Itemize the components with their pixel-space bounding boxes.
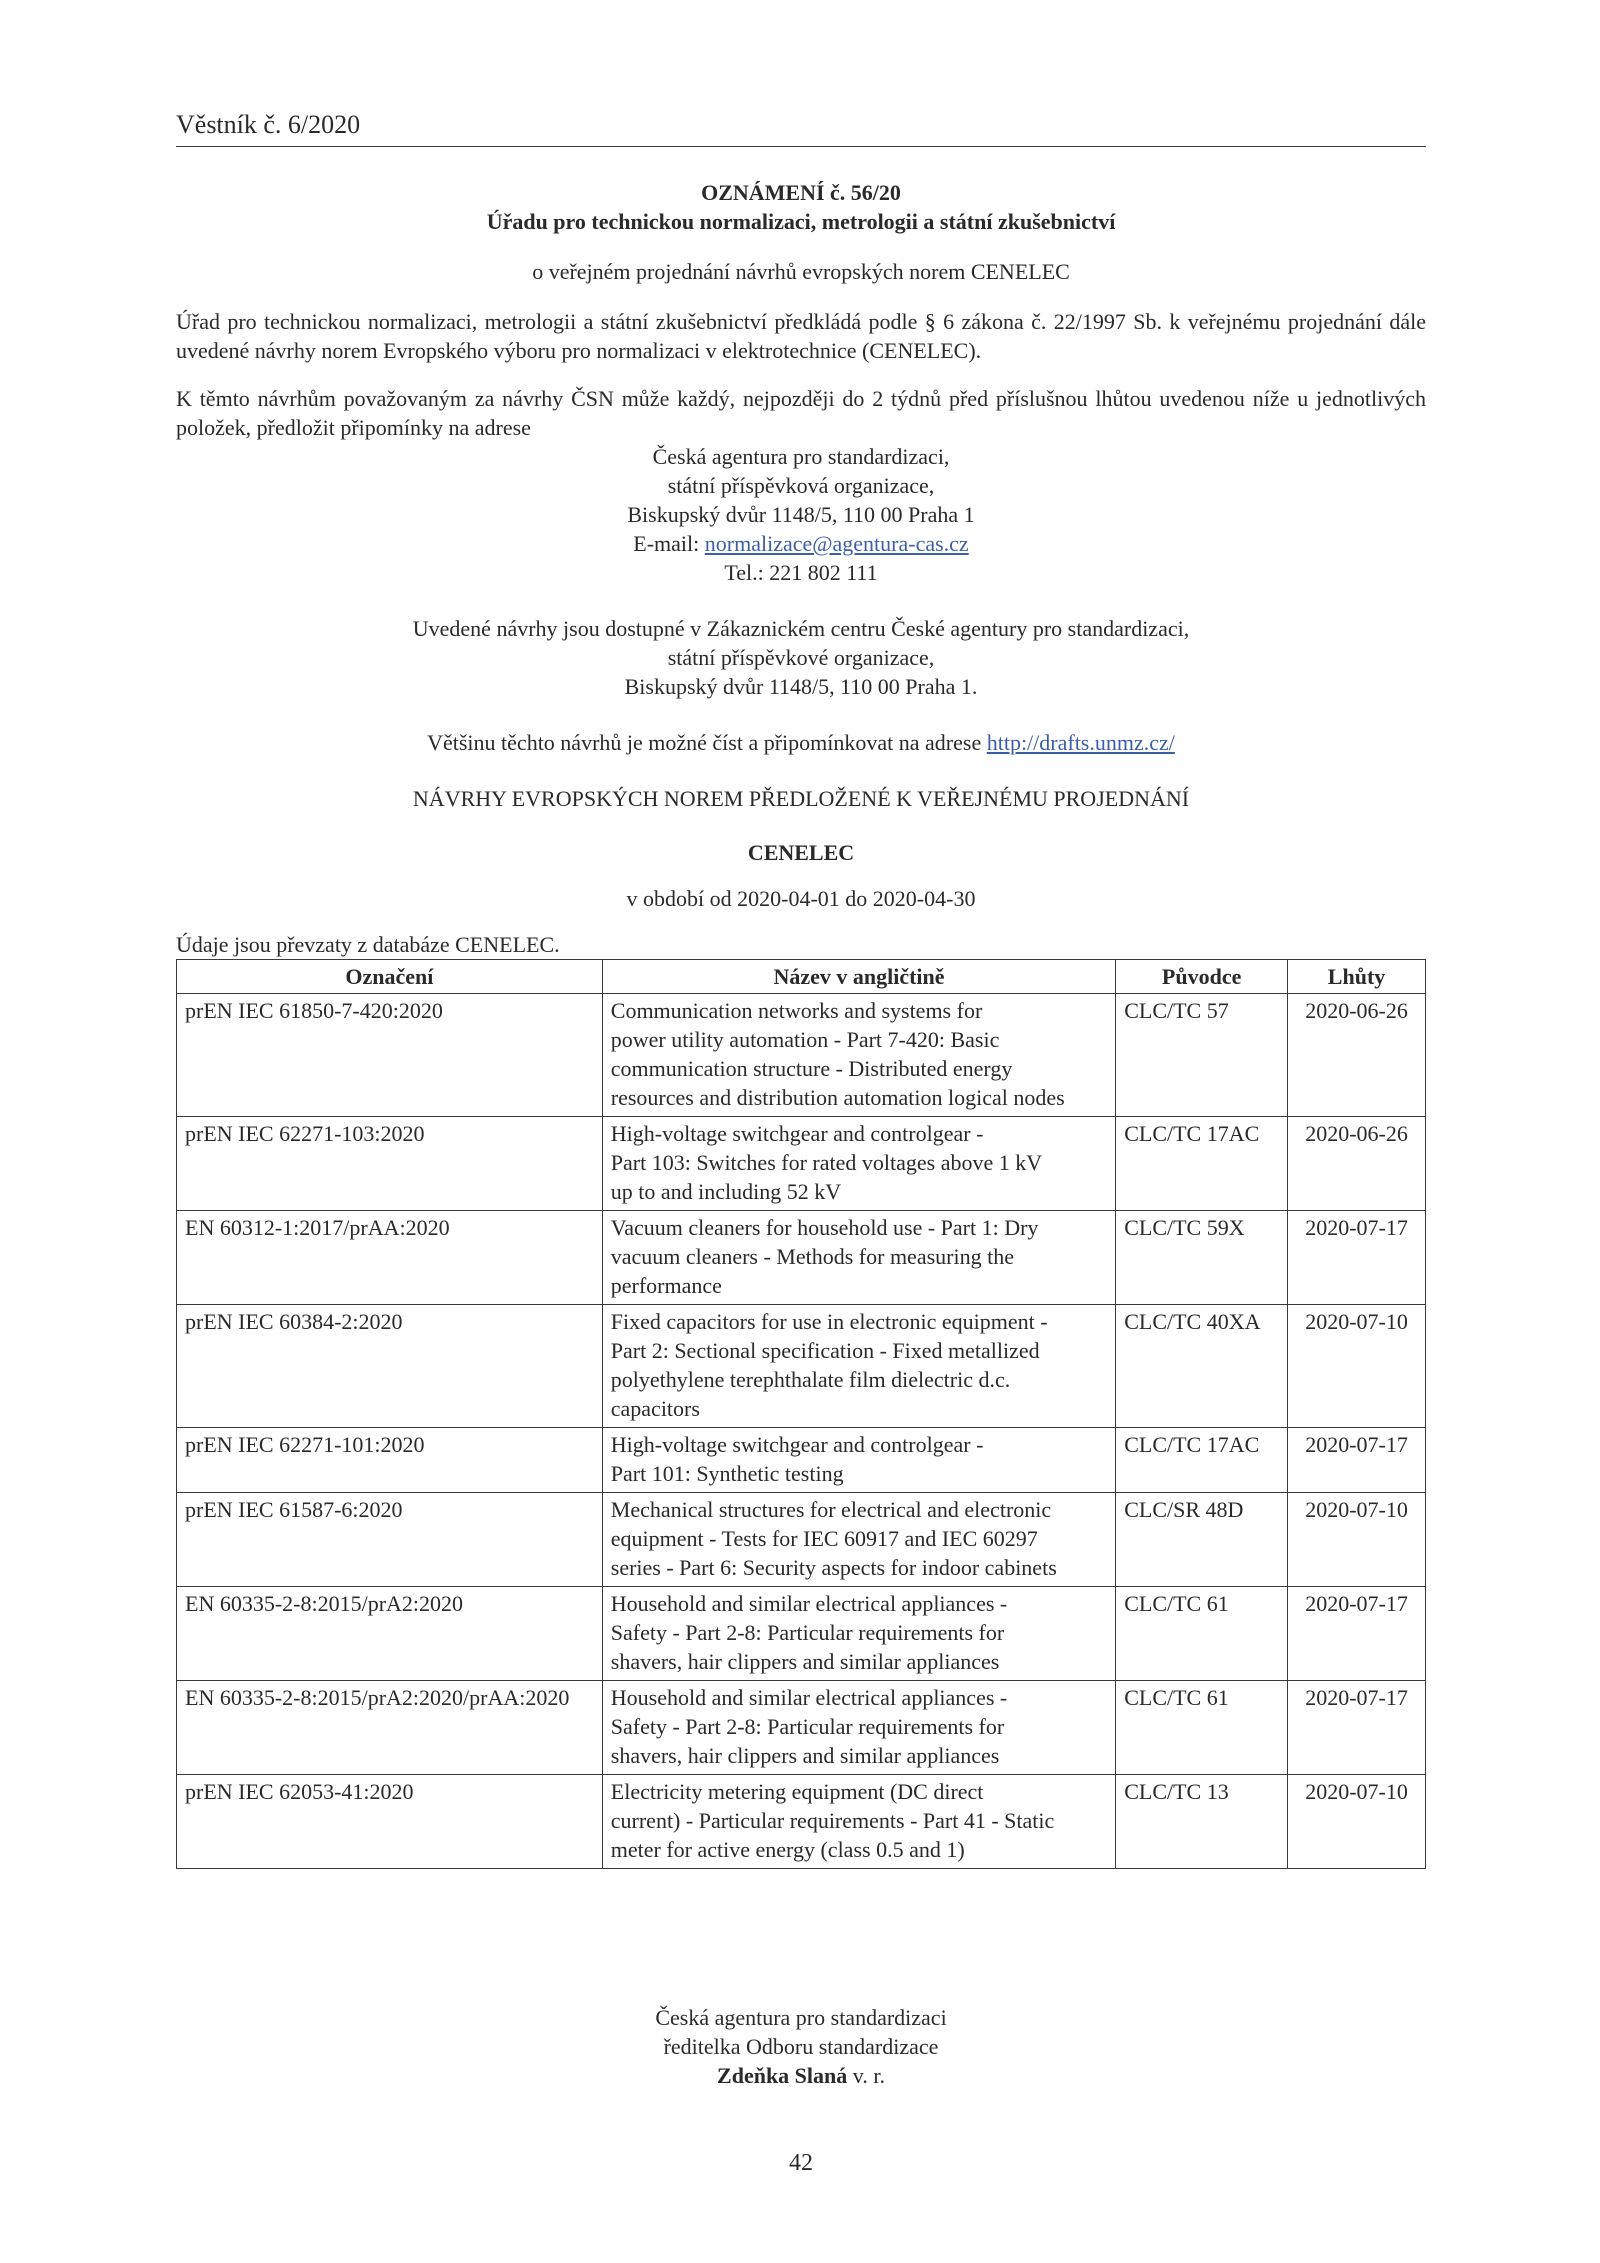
notice-body xyxy=(176,178,1426,1869)
english-title-cell xyxy=(602,1305,1115,1428)
title-line: shavers, hair clippers and similar appliances xyxy=(610,1743,1000,1768)
availability-block xyxy=(176,614,1426,701)
notice-subject: o veřejném projednání návrhů evropských norem CENELEC xyxy=(532,259,1070,284)
originator-cell: CLC/TC 17AC xyxy=(1116,1428,1288,1493)
availability-line: Uvedené návrhy jsou dostupné v Zákaznickém centru České agentury pro standardizaci, xyxy=(412,616,1190,641)
designation-cell: prEN IEC 62271-103:2020 xyxy=(177,1117,603,1211)
address-line: Česká agentura pro standardizaci, xyxy=(652,444,950,469)
english-title-cell xyxy=(602,1587,1115,1681)
intro-paragraph: Úřad pro technickou normalizaci, metrologii a státní zkušebnictví předkládá podle § 6 zákona č. 22/1997 Sb. k veřejnému projednání dále uvedené návrhy norem Evropského výboru pro normalizaci v elektrotechnice (CENELEC). xyxy=(176,309,1426,363)
deadline-cell: 2020-07-10 xyxy=(1288,1305,1426,1428)
title-line: communication structure - Distributed energy xyxy=(610,1056,1013,1081)
title-line: series - Part 6: Security aspects for indoor cabinets xyxy=(610,1555,1057,1580)
title-line: Mechanical structures for electrical and electronic xyxy=(610,1497,1052,1522)
table-row xyxy=(177,1211,1426,1305)
title-line: Electricity metering equipment (DC direct xyxy=(610,1779,984,1804)
drafts-link[interactable]: http://drafts.unmz.cz/ xyxy=(986,730,1175,755)
designation-cell: prEN IEC 62053-41:2020 xyxy=(177,1775,603,1869)
designation-cell: EN 60335-2-8:2015/prA2:2020/prAA:2020 xyxy=(177,1681,603,1775)
title-line: Communication networks and systems for xyxy=(610,998,983,1023)
title-line: Household and similar electrical appliances - xyxy=(610,1685,1008,1710)
english-title-cell xyxy=(602,1681,1115,1775)
designation-cell: prEN IEC 61587-6:2020 xyxy=(177,1493,603,1587)
deadline-cell: 2020-07-17 xyxy=(1288,1587,1426,1681)
table-row xyxy=(177,1428,1426,1493)
deadline-cell: 2020-07-17 xyxy=(1288,1211,1426,1305)
deadline-cell: 2020-07-17 xyxy=(1288,1428,1426,1493)
column-header: Původce xyxy=(1116,960,1288,994)
title-line: Vacuum cleaners for household use - Part 1: Dry xyxy=(610,1215,1039,1240)
address-block xyxy=(176,442,1426,587)
deadline-cell: 2020-06-26 xyxy=(1288,994,1426,1117)
column-header: Název v angličtině xyxy=(602,960,1115,994)
designation-cell: prEN IEC 62271-101:2020 xyxy=(177,1428,603,1493)
english-title-cell xyxy=(602,994,1115,1117)
notice-issuer: Úřadu pro technickou normalizaci, metrologii a státní zkušebnictví xyxy=(486,209,1116,234)
title-line: shavers, hair clippers and similar appliances xyxy=(610,1649,1000,1674)
signature-org: Česká agentura pro standardizaci xyxy=(655,2005,947,2030)
title-line: High-voltage switchgear and controlgear - xyxy=(610,1432,984,1457)
table-row xyxy=(177,1117,1426,1211)
title-line: power utility automation - Part 7-420: Basic xyxy=(610,1027,1000,1052)
originator-cell: CLC/TC 57 xyxy=(1116,994,1288,1117)
originator-cell: CLC/TC 61 xyxy=(1116,1587,1288,1681)
title-line: vacuum cleaners - Methods for measuring the xyxy=(610,1244,1014,1269)
english-title-cell xyxy=(602,1211,1115,1305)
title-line: performance xyxy=(610,1273,722,1298)
deadline-cell: 2020-07-10 xyxy=(1288,1493,1426,1587)
signature-line xyxy=(176,2061,1426,2090)
table-header-row xyxy=(177,960,1426,994)
signature-role: ředitelka Odboru standardizace xyxy=(663,2034,939,2059)
originator-cell: CLC/TC 61 xyxy=(1116,1681,1288,1775)
comments-paragraph: K těmto návrhům považovaným za návrhy ČSN může každý, nejpozději do 2 týdnů před příslušnou lhůtou uvedenou níže u jednotlivých položek, předložit připomínky na adrese xyxy=(176,386,1426,440)
title-line: Safety - Part 2-8: Particular requirements for xyxy=(610,1620,1005,1645)
designation-cell: EN 60335-2-8:2015/prA2:2020 xyxy=(177,1587,603,1681)
english-title-cell xyxy=(602,1493,1115,1587)
title-line: Part 103: Switches for rated voltages above 1 kV xyxy=(610,1150,1043,1175)
source-note: Údaje jsou převzaty z databáze CENELEC. xyxy=(176,932,560,957)
table-row xyxy=(177,994,1426,1117)
section-heading: NÁVRHY EVROPSKÝCH NOREM PŘEDLOŽENÉ K VEŘEJNÉMU PROJEDNÁNÍ xyxy=(412,786,1190,811)
deadline-cell: 2020-06-26 xyxy=(1288,1117,1426,1211)
address-line: Biskupský dvůr 1148/5, 110 00 Praha 1 xyxy=(627,502,975,527)
table-row xyxy=(177,1305,1426,1428)
address-line: státní příspěvková organizace, xyxy=(667,473,935,498)
originator-cell: CLC/SR 48D xyxy=(1116,1493,1288,1587)
norms-table xyxy=(176,959,1426,1869)
designation-cell: prEN IEC 60384-2:2020 xyxy=(177,1305,603,1428)
norms-table-body xyxy=(177,994,1426,1869)
availability-line: státní příspěvkové organizace, xyxy=(667,645,935,670)
title-line: Fixed capacitors for use in electronic equipment - xyxy=(610,1309,1048,1334)
email-line xyxy=(176,529,1426,558)
title-line: Household and similar electrical appliances - xyxy=(610,1591,1008,1616)
title-line: High-voltage switchgear and controlgear - xyxy=(610,1121,984,1146)
title-line: Part 101: Synthetic testing xyxy=(610,1461,844,1486)
originator-cell: CLC/TC 13 xyxy=(1116,1775,1288,1869)
title-line: up to and including 52 kV xyxy=(610,1179,842,1204)
page-number: 42 xyxy=(789,2150,813,2176)
column-header: Označení xyxy=(177,960,603,994)
phone-line: Tel.: 221 802 111 xyxy=(724,560,878,585)
title-line: equipment - Tests for IEC 60917 and IEC 60297 xyxy=(610,1526,1038,1551)
english-title-cell xyxy=(602,1428,1115,1493)
organization-heading: CENELEC xyxy=(747,840,855,865)
designation-cell: prEN IEC 61850-7-420:2020 xyxy=(177,994,603,1117)
running-header: Věstník č. 6/2020 xyxy=(176,110,1426,147)
title-line: Safety - Part 2-8: Particular requirements for xyxy=(610,1714,1005,1739)
title-line: current) - Particular requirements - Part 41 - Static xyxy=(610,1808,1055,1833)
period-line: v období od 2020-04-01 do 2020-04-30 xyxy=(626,886,976,911)
table-row xyxy=(177,1681,1426,1775)
deadline-cell: 2020-07-17 xyxy=(1288,1681,1426,1775)
table-row xyxy=(177,1587,1426,1681)
designation-cell: EN 60312-1:2017/prAA:2020 xyxy=(177,1211,603,1305)
table-row xyxy=(177,1775,1426,1869)
signature-suffix: v. r. xyxy=(847,2063,885,2088)
online-text: Většinu těchto návrhů je možné číst a připomínkovat na adrese xyxy=(427,730,987,755)
originator-cell: CLC/TC 40XA xyxy=(1116,1305,1288,1428)
title-line: polyethylene terephthalate film dielectric d.c. xyxy=(610,1367,1011,1392)
english-title-cell xyxy=(602,1775,1115,1869)
notice-title: OZNÁMENÍ č. 56/20 xyxy=(701,180,901,205)
online-drafts-line xyxy=(176,728,1426,757)
originator-cell: CLC/TC 17AC xyxy=(1116,1117,1288,1211)
title-line: capacitors xyxy=(610,1396,700,1421)
email-label: E-mail: xyxy=(633,531,705,556)
english-title-cell xyxy=(602,1117,1115,1211)
deadline-cell: 2020-07-10 xyxy=(1288,1775,1426,1869)
availability-line: Biskupský dvůr 1148/5, 110 00 Praha 1. xyxy=(624,674,978,699)
signature-block xyxy=(176,2003,1426,2090)
email-link[interactable]: normalizace@agentura-cas.cz xyxy=(704,531,969,556)
originator-cell: CLC/TC 59X xyxy=(1116,1211,1288,1305)
signatory-name: Zdeňka Slaná xyxy=(717,2063,848,2088)
title-line: resources and distribution automation logical nodes xyxy=(610,1085,1065,1110)
table-row xyxy=(177,1493,1426,1587)
column-header: Lhůty xyxy=(1288,960,1426,994)
title-line: Part 2: Sectional specification - Fixed metallized xyxy=(610,1338,1040,1363)
title-line: meter for active energy (class 0.5 and 1) xyxy=(610,1837,965,1862)
